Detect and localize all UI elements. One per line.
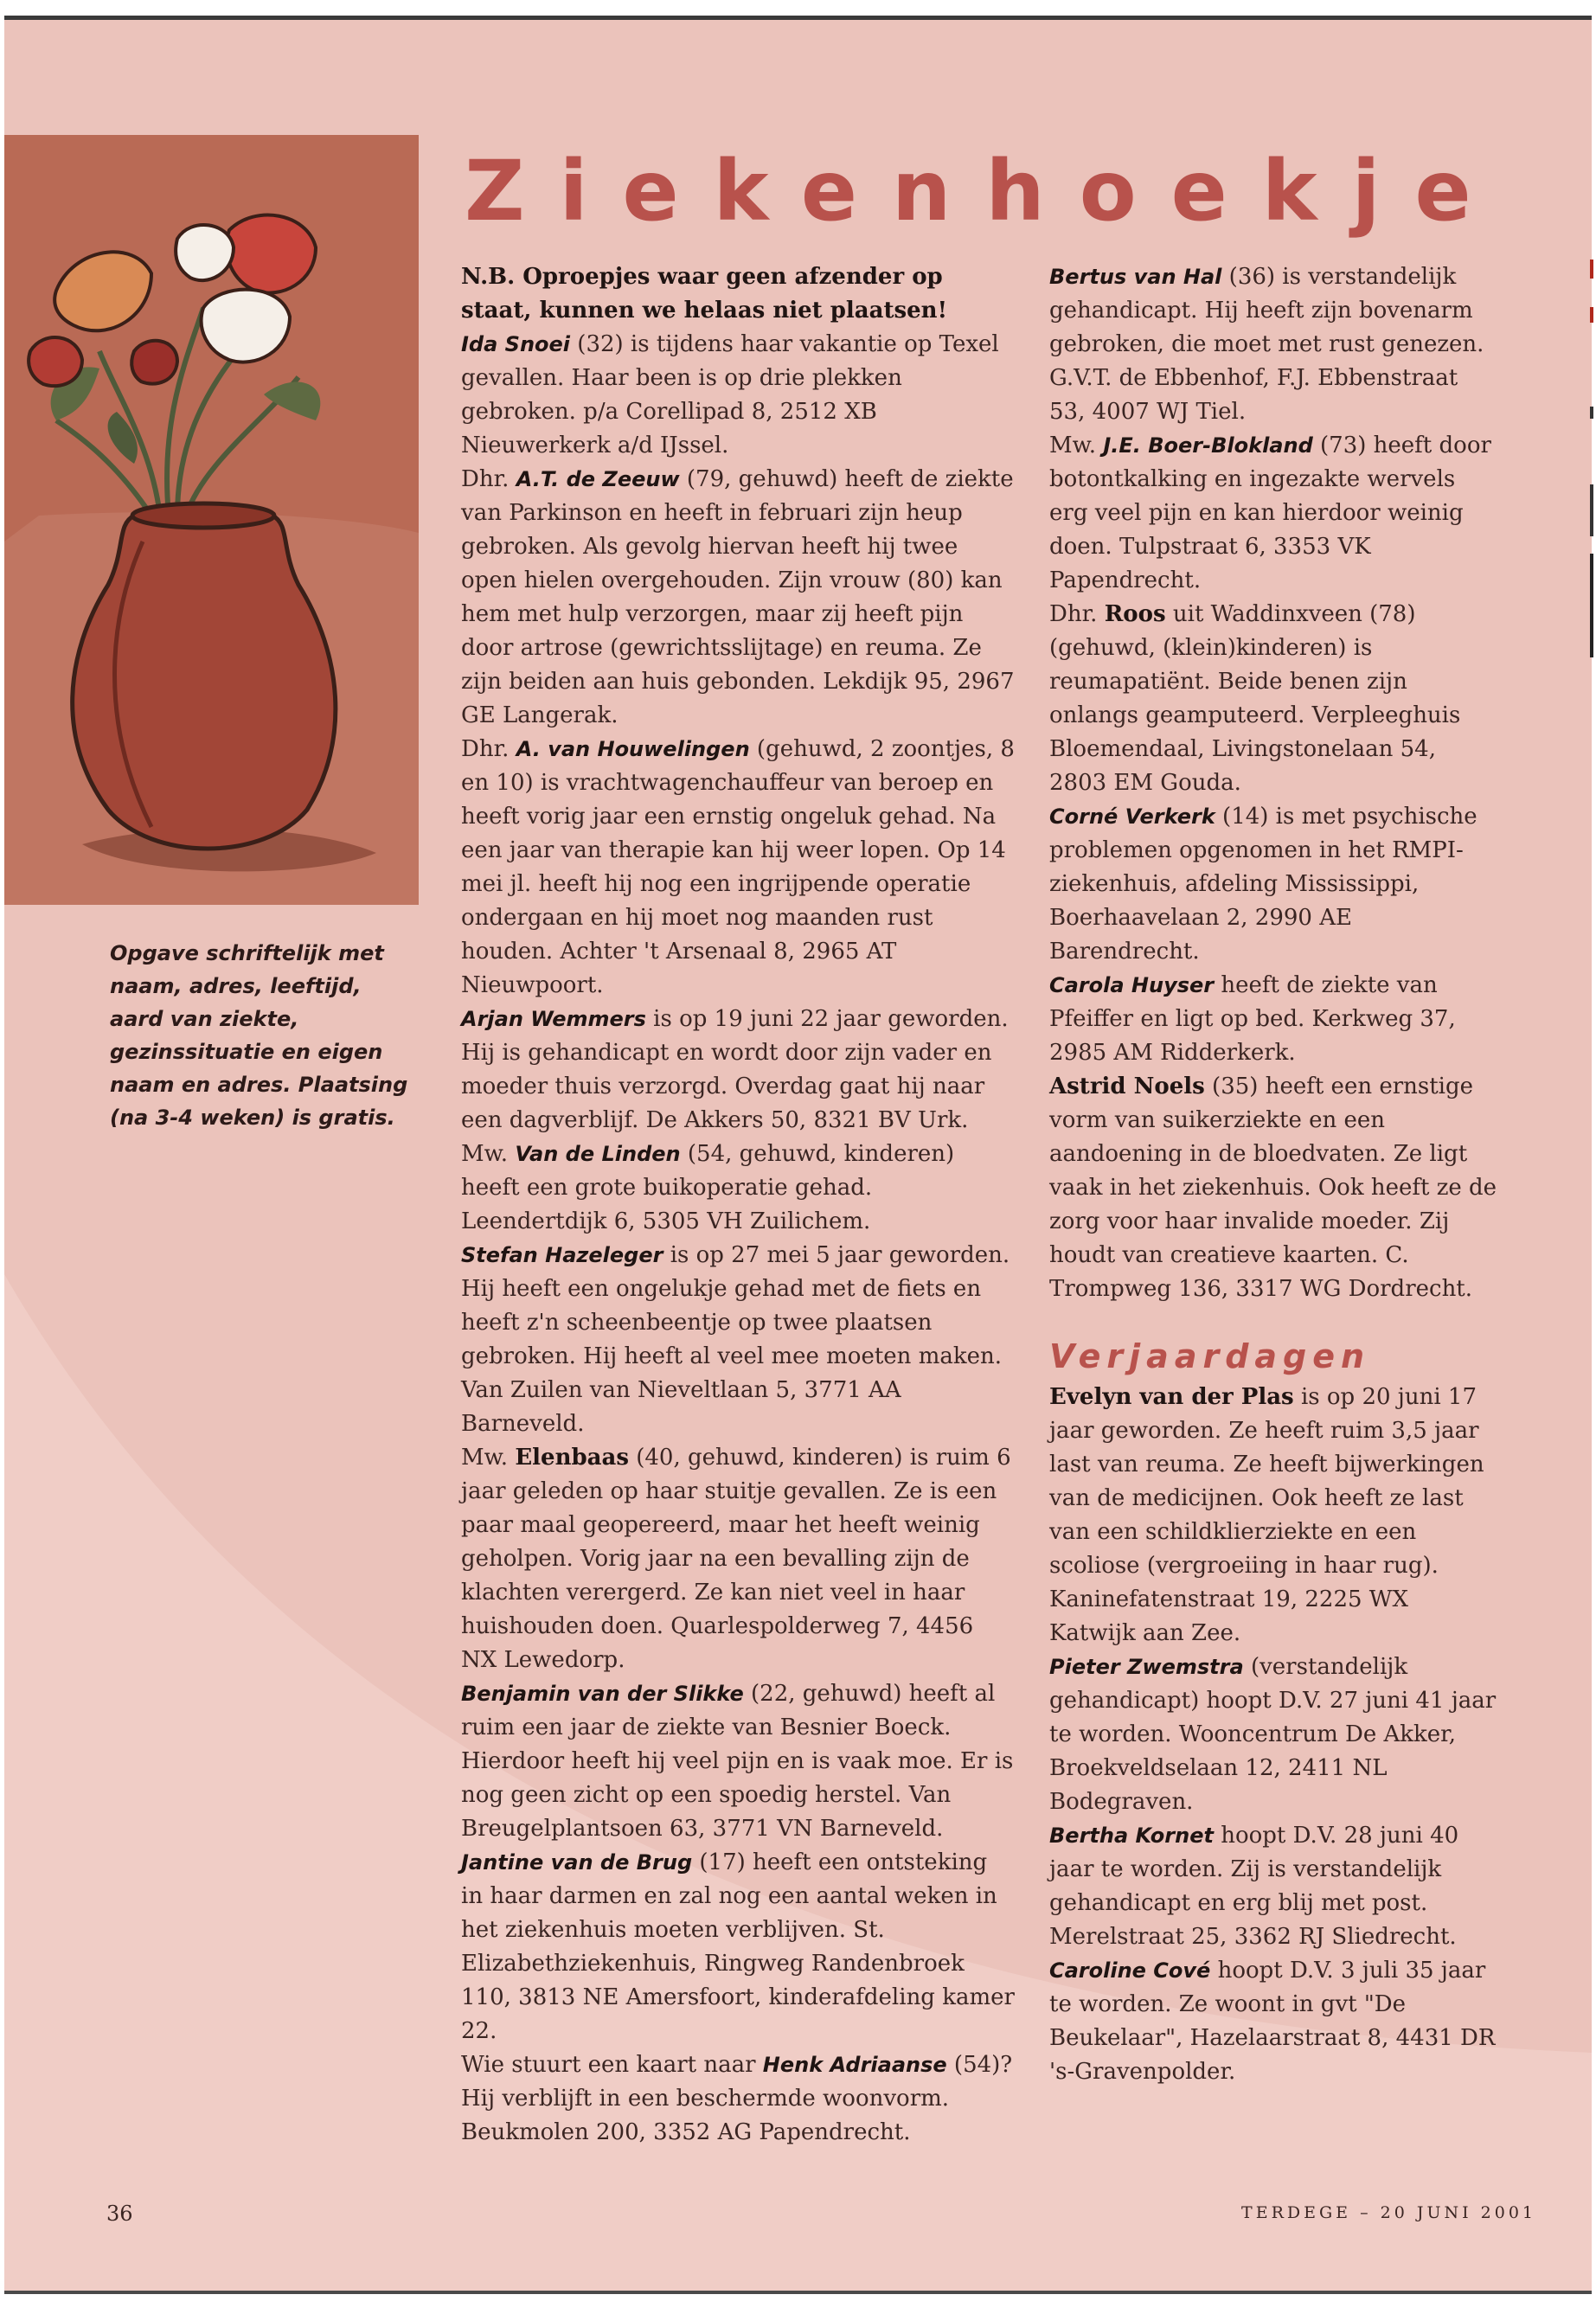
text-column-1 (461, 260, 1015, 2150)
magazine-page (4, 16, 1592, 2294)
entry-text: heeft de ziekte van Pfeiffer en ligt op bed. Kerkweg 37, 2985 AM Ridderkerk. (1049, 972, 1456, 1066)
entry-text: (gehuwd, 2 zoontjes, 8 en 10) is vrachtwagenchauffeur van beroep en heeft vorig jaar een ernstig ongeluk gehad. Na een jaar van therapie kan hij weer lopen. Op 14 mei jl. heeft hij nog een ingrijpende operatie ondergaan en hij moet nog maanden rust houden. Achter 't Arsenaal 8, 2965 AT Nieuwpoort. (461, 736, 1015, 998)
entry (461, 1677, 1015, 1846)
entry-name: Henk Adriaanse (762, 2053, 947, 2077)
entry (461, 733, 1015, 1003)
entry-text: (79, gehuwd) heeft de ziekte van Parkinson en heeft in februari zijn heup gebroken. Als gevolg hiervan heeft hij twee open hielen overgehouden. Zijn vrouw (80) kan hem met hulp verzorgen, maar zij heeft pijn door artrose (gewrichtsslijtage) en reuma. Ze zijn beiden aan huis gebonden. Lekdijk 95, 2967 GE Langerak. (461, 466, 1015, 728)
next-page-edge-mark (1590, 407, 1593, 419)
entry-name: Roos (1104, 601, 1166, 627)
entry (1049, 1819, 1499, 1954)
flower-vase-illustration (4, 135, 419, 905)
next-page-edge-mark (1590, 260, 1593, 279)
entry-name: A.T. de Zeeuw (516, 467, 680, 491)
entry-name: Pieter Zwemstra (1049, 1655, 1244, 1679)
entry-text: (17) heeft een ontsteking in haar darmen en zal nog een aantal weken in het ziekenhuis moeten verblijven. St. Elizabethziekenhuis, Ringweg Randenbroek 110, 3813 NE Amersfoort, kinderafdeling kamer 22. (461, 1849, 1015, 2044)
entry-prefix: Mw. (461, 1141, 516, 1167)
entry-name: J.E. Boer-Blokland (1103, 433, 1313, 458)
entry (461, 328, 1015, 463)
entry-text: is op 20 juni 17 jaar geworden. Ze heeft ruim 3,5 jaar last van reuma. Ze heeft bijwerkingen van de medicijnen. Ook heeft ze last van een schildklierziekte en een scoliose (vergroeiing in haar rug). Kaninefatenstraat 19, 2225 WX Katwijk aan Zee. (1049, 1384, 1484, 1646)
entry (461, 1003, 1015, 1138)
entry (1049, 1381, 1499, 1650)
entry-name: Astrid Noels (1049, 1074, 1205, 1099)
submission-instructions: Opgave schriftelijk met naam, adres, leeftijd, aard van ziekte, gezinssituatie en eigen naam en adres. Plaatsing (na 3-4 weken) is gratis. (110, 941, 408, 1130)
entry-name: Caroline Cové (1049, 1958, 1211, 1983)
entry-text: (14) is met psychische problemen opgenomen in het RMPI-ziekenhuis, afdeling Mississippi, Boerhaavelaan 2, 2990 AE Barendrecht. (1049, 804, 1477, 965)
entry (1049, 429, 1499, 598)
entry-name: Bertus van Hal (1049, 265, 1222, 289)
text-column-2 (1049, 260, 1499, 2089)
entry (461, 463, 1015, 733)
entry-text: is op 19 juni 22 jaar geworden. Hij is gehandicapt en wordt door zijn vader en moeder thuis verzorgd. Overdag gaat hij naar een dagverblijf. De Akkers 50, 8321 BV Urk. (461, 1006, 1009, 1133)
entry-prefix: Dhr. (1049, 601, 1105, 627)
entry (1049, 1650, 1499, 1819)
entry-text: (35) heeft een ernstige vorm van suikerziekte en een aandoening in de bloedvaten. Ze ligt vaak in het ziekenhuis. Ook heeft ze de zorg voor haar invalide moeder. Zij houdt van creatieve kaarten. C. Trompweg 136, 3317 WG Dordrecht. (1049, 1074, 1497, 1302)
entry-name: Arjan Wemmers (461, 1007, 646, 1031)
entry (1049, 800, 1499, 969)
entry-prefix: Mw. (1049, 433, 1104, 458)
entry-name: Benjamin van der Slikke (461, 1682, 744, 1706)
entry (1049, 260, 1499, 429)
next-page-edge-mark (1590, 484, 1593, 536)
entry-text: (36) is verstandelijk gehandicapt. Hij heeft zijn bovenarm gebroken, die moet met rust genezen. G.V.T. de Ebbenhof, F.J. Ebbenstraat 53, 4007 WJ Tiel. (1049, 264, 1484, 425)
entry-text: (54, gehuwd, kinderen) heeft een grote buikoperatie gehad. Leendertdijk 6, 5305 VH Zuilichem. (461, 1141, 955, 1234)
entry (1049, 1070, 1499, 1306)
entry (1049, 1954, 1499, 2089)
entry-text: (verstandelijk gehandicapt) hoopt D.V. 27 juni 41 jaar te worden. Wooncentrum De Akker, Broekveldselaan 12, 2411 NL Bodegraven. (1049, 1654, 1497, 1815)
entry-text: (22, gehuwd) heeft al ruim een jaar de ziekte van Besnier Boeck. Hierdoor heeft hij veel pijn en is vaak moe. Er is nog geen zicht op een spoedig herstel. Van Breugelplantsoen 63, 3771 VN Barneveld. (461, 1681, 1014, 1842)
page-title: Ziekenhoekje (465, 143, 1506, 240)
entry-prefix: Mw. (461, 1445, 516, 1471)
next-page-edge-mark (1590, 554, 1593, 657)
page-footer: TERDEGE – 20 JUNI 2001 (1241, 2203, 1536, 2222)
entry (461, 1138, 1015, 1239)
entry-prefix: Wie stuurt een kaart naar (461, 2052, 763, 2078)
entry (1049, 969, 1499, 1070)
entry-name: Ida Snoei (461, 332, 571, 356)
entry-name: Stefan Hazeleger (461, 1243, 663, 1267)
entry-prefix: Dhr. (461, 736, 516, 762)
entry (461, 1441, 1015, 1677)
entry-name: Corné Verkerk (1049, 804, 1215, 829)
entry-name: Carola Huyser (1049, 973, 1215, 997)
entry (461, 2048, 1015, 2150)
entry-name: Van de Linden (515, 1142, 681, 1166)
entry-text: (73) heeft door botontkalking en ingezakte wervels erg veel pijn en kan hierdoor weinig doen. Tulpstraat 6, 3353 VK Papendrecht. (1049, 433, 1491, 593)
entry (461, 1846, 1015, 2048)
entry (1049, 598, 1499, 800)
entry-text: (54)? Hij verblijft in een beschermde woonvorm. Beukmolen 200, 3352 AG Papendrecht. (461, 2052, 1013, 2145)
next-page-edge-mark (1590, 307, 1593, 323)
entry-name: A. van Houwelingen (516, 737, 750, 761)
entry-prefix: Dhr. (461, 466, 516, 492)
flower-vase-drawing (4, 135, 419, 905)
entry-text: (32) is tijdens haar vakantie op Texel gevallen. Haar been is op drie plekken gebroken. p/a Corellipad 8, 2512 XB Nieuwerkerk a/d IJssel. (461, 331, 999, 458)
entry-name: Bertha Kornet (1049, 1823, 1214, 1848)
entry-name: Jantine van de Brug (461, 1850, 693, 1875)
entry (461, 1239, 1015, 1441)
entry-text: uit Waddinxveen (78) (gehuwd, (klein)kinderen) is reumapatiënt. Beide benen zijn onlangs geamputeerd. Verpleeghuis Bloemendaal, Livingstonelaan 54, 2803 EM Gouda. (1049, 601, 1461, 796)
entry-name: Evelyn van der Plas (1049, 1384, 1294, 1410)
entry-text: (40, gehuwd, kinderen) is ruim 6 jaar geleden op haar stuitje gevallen. Ze is een paar maal geopereerd, maar het heeft weinig geholpen. Vorig jaar na een bevalling zijn de klachten verergerd. Ze kan niet veel in haar huishouden doen. Quarlespolderweg 7, 4456 NX Lewedorp. (461, 1445, 1011, 1673)
entry-text: hoopt D.V. 3 juli 35 jaar te worden. Ze woont in gvt "De Beukelaar", Hazelaarstraat 8, 4431 DR 's-Gravenpolder. (1049, 1958, 1496, 2085)
entry-name: Elenbaas (515, 1445, 629, 1471)
page-number: 36 (106, 2202, 133, 2226)
entry-text: is op 27 mei 5 jaar geworden. Hij heeft een ongelukje gehad met de fiets en heeft z'n scheenbeentje op twee plaatsen gebroken. Hij heeft al veel mee moeten maken. Van Zuilen van Nieveltlaan 5, 3771 AA Barneveld. (461, 1242, 1010, 1437)
notice: N.B. Oproepjes waar geen afzender op staat, kunnen we helaas niet plaatsen! (461, 264, 947, 324)
section-heading-verjaardagen: Verjaardagen (1049, 1337, 1371, 1375)
entry-text: hoopt D.V. 28 juni 40 jaar te worden. Zij is verstandelijk gehandicapt en erg blij met post. Merelstraat 25, 3362 RJ Sliedrecht. (1049, 1823, 1459, 1950)
